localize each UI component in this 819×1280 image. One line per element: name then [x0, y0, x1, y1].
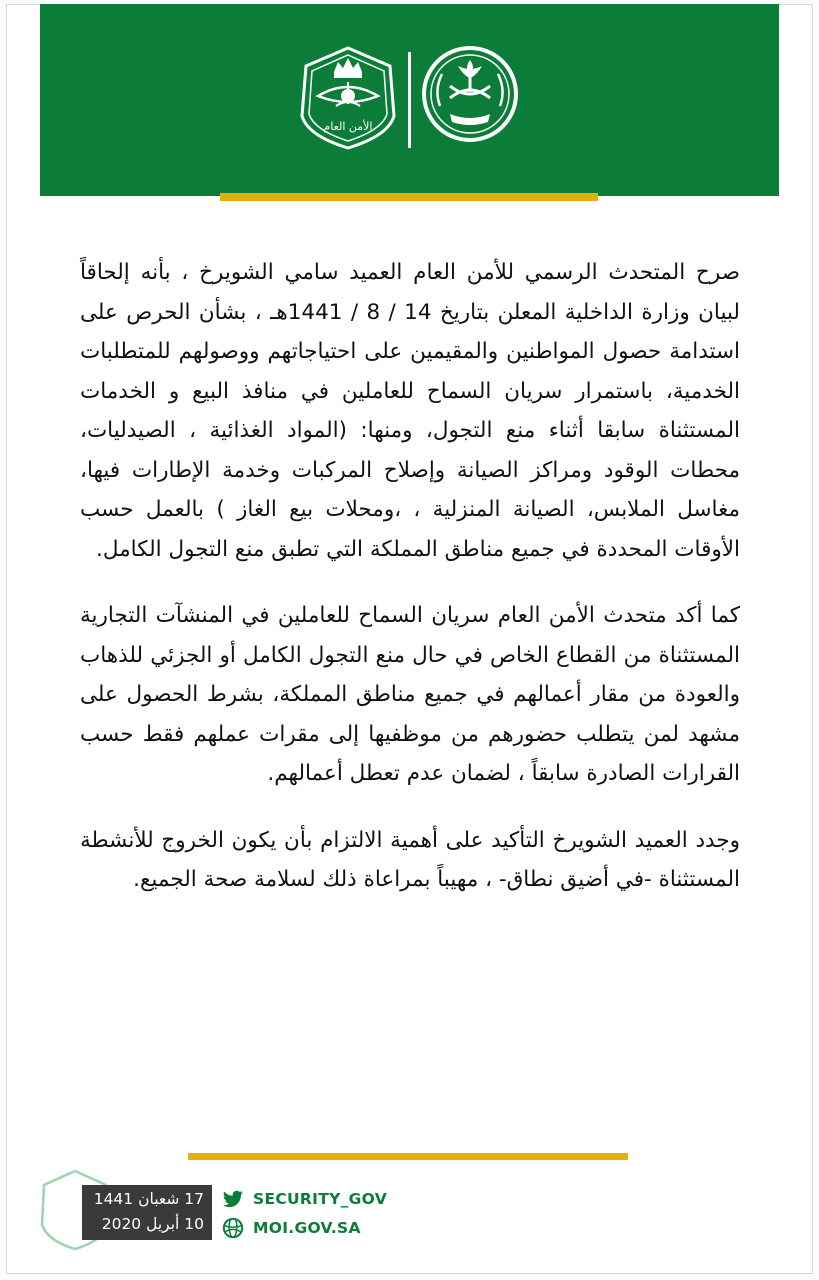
gold-divider-top [220, 193, 598, 201]
logo-left-text: الأمن العام [323, 120, 373, 133]
footer [0, 1160, 819, 1270]
ministry-of-interior-emblem-icon [420, 42, 520, 146]
paragraph-3: وجدد العميد الشويرخ التأكيد على أهمية الالتزام بأن يكون الخروج للأنشطة المستثناة -في أضيق نطاق- ، مهيباً بمراعاة ذلك لسلامة صحة الجميع. [80, 827, 740, 892]
globe-icon [222, 1217, 244, 1239]
public-security-shield-icon [298, 46, 398, 150]
header-divider [408, 52, 411, 148]
header-banner [40, 4, 779, 196]
gold-divider-bottom [188, 1153, 628, 1160]
twitter-handle: SECURITY_GOV [253, 1190, 388, 1208]
twitter-row[interactable] [222, 1188, 387, 1210]
date-gregorian: 10 أبريل 2020 [101, 1215, 204, 1233]
date-hijri: 17 شعبان 1441 [93, 1190, 204, 1208]
statement-body [80, 253, 740, 927]
website-row[interactable] [222, 1217, 361, 1239]
website-link: MOI.GOV.SA [253, 1219, 361, 1237]
twitter-icon [222, 1188, 244, 1210]
paragraph-2: كما أكد متحدث الأمن العام سريان السماح للعاملين في المنشآت التجارية المستثناة من القطاع الخاص في حال منع التجول الكامل أو الجزئي للذهاب والعودة من مقار أعمالهم في جميع مناطق المملكة، بشرط الحصول على مشهد لمن يتطلب حضورهم من موظفيها إلى مقرات عملهم فقط حسب القرارات الصادرة سابقاً ، لضمان عدم تعطل أعمالهم. [80, 603, 740, 786]
paragraph-1: صرح المتحدث الرسمي للأمن العام العميد سامي الشويرخ ، بأنه إلحاقاً لبيان وزارة الداخلية المعلن بتاريخ 14 / 8 / 1441هـ ، بشأن الحرص على استدامة حصول المواطنين والمقيمين على احتياجاتهم ووصولهم للمتطلبات الخدمية، باستمرار سريان السماح للعاملين في منافذ البيع و الخدمات المستثناة سابقا أثناء منع التجول، ومنها: (المواد الغذائية ، الصيدليات، محطات الوقود ومراكز الصيانة وإصلاح المركبات وخدمة الإطارات فيها، مغاسل الملابس، الصيانة المنزلية ، ،ومحلات بيع الغاز ) بالعمل حسب الأوقات المحددة في جميع مناطق المملكة التي تطبق منع التجول الكامل. [80, 260, 740, 562]
date-box [82, 1185, 212, 1240]
